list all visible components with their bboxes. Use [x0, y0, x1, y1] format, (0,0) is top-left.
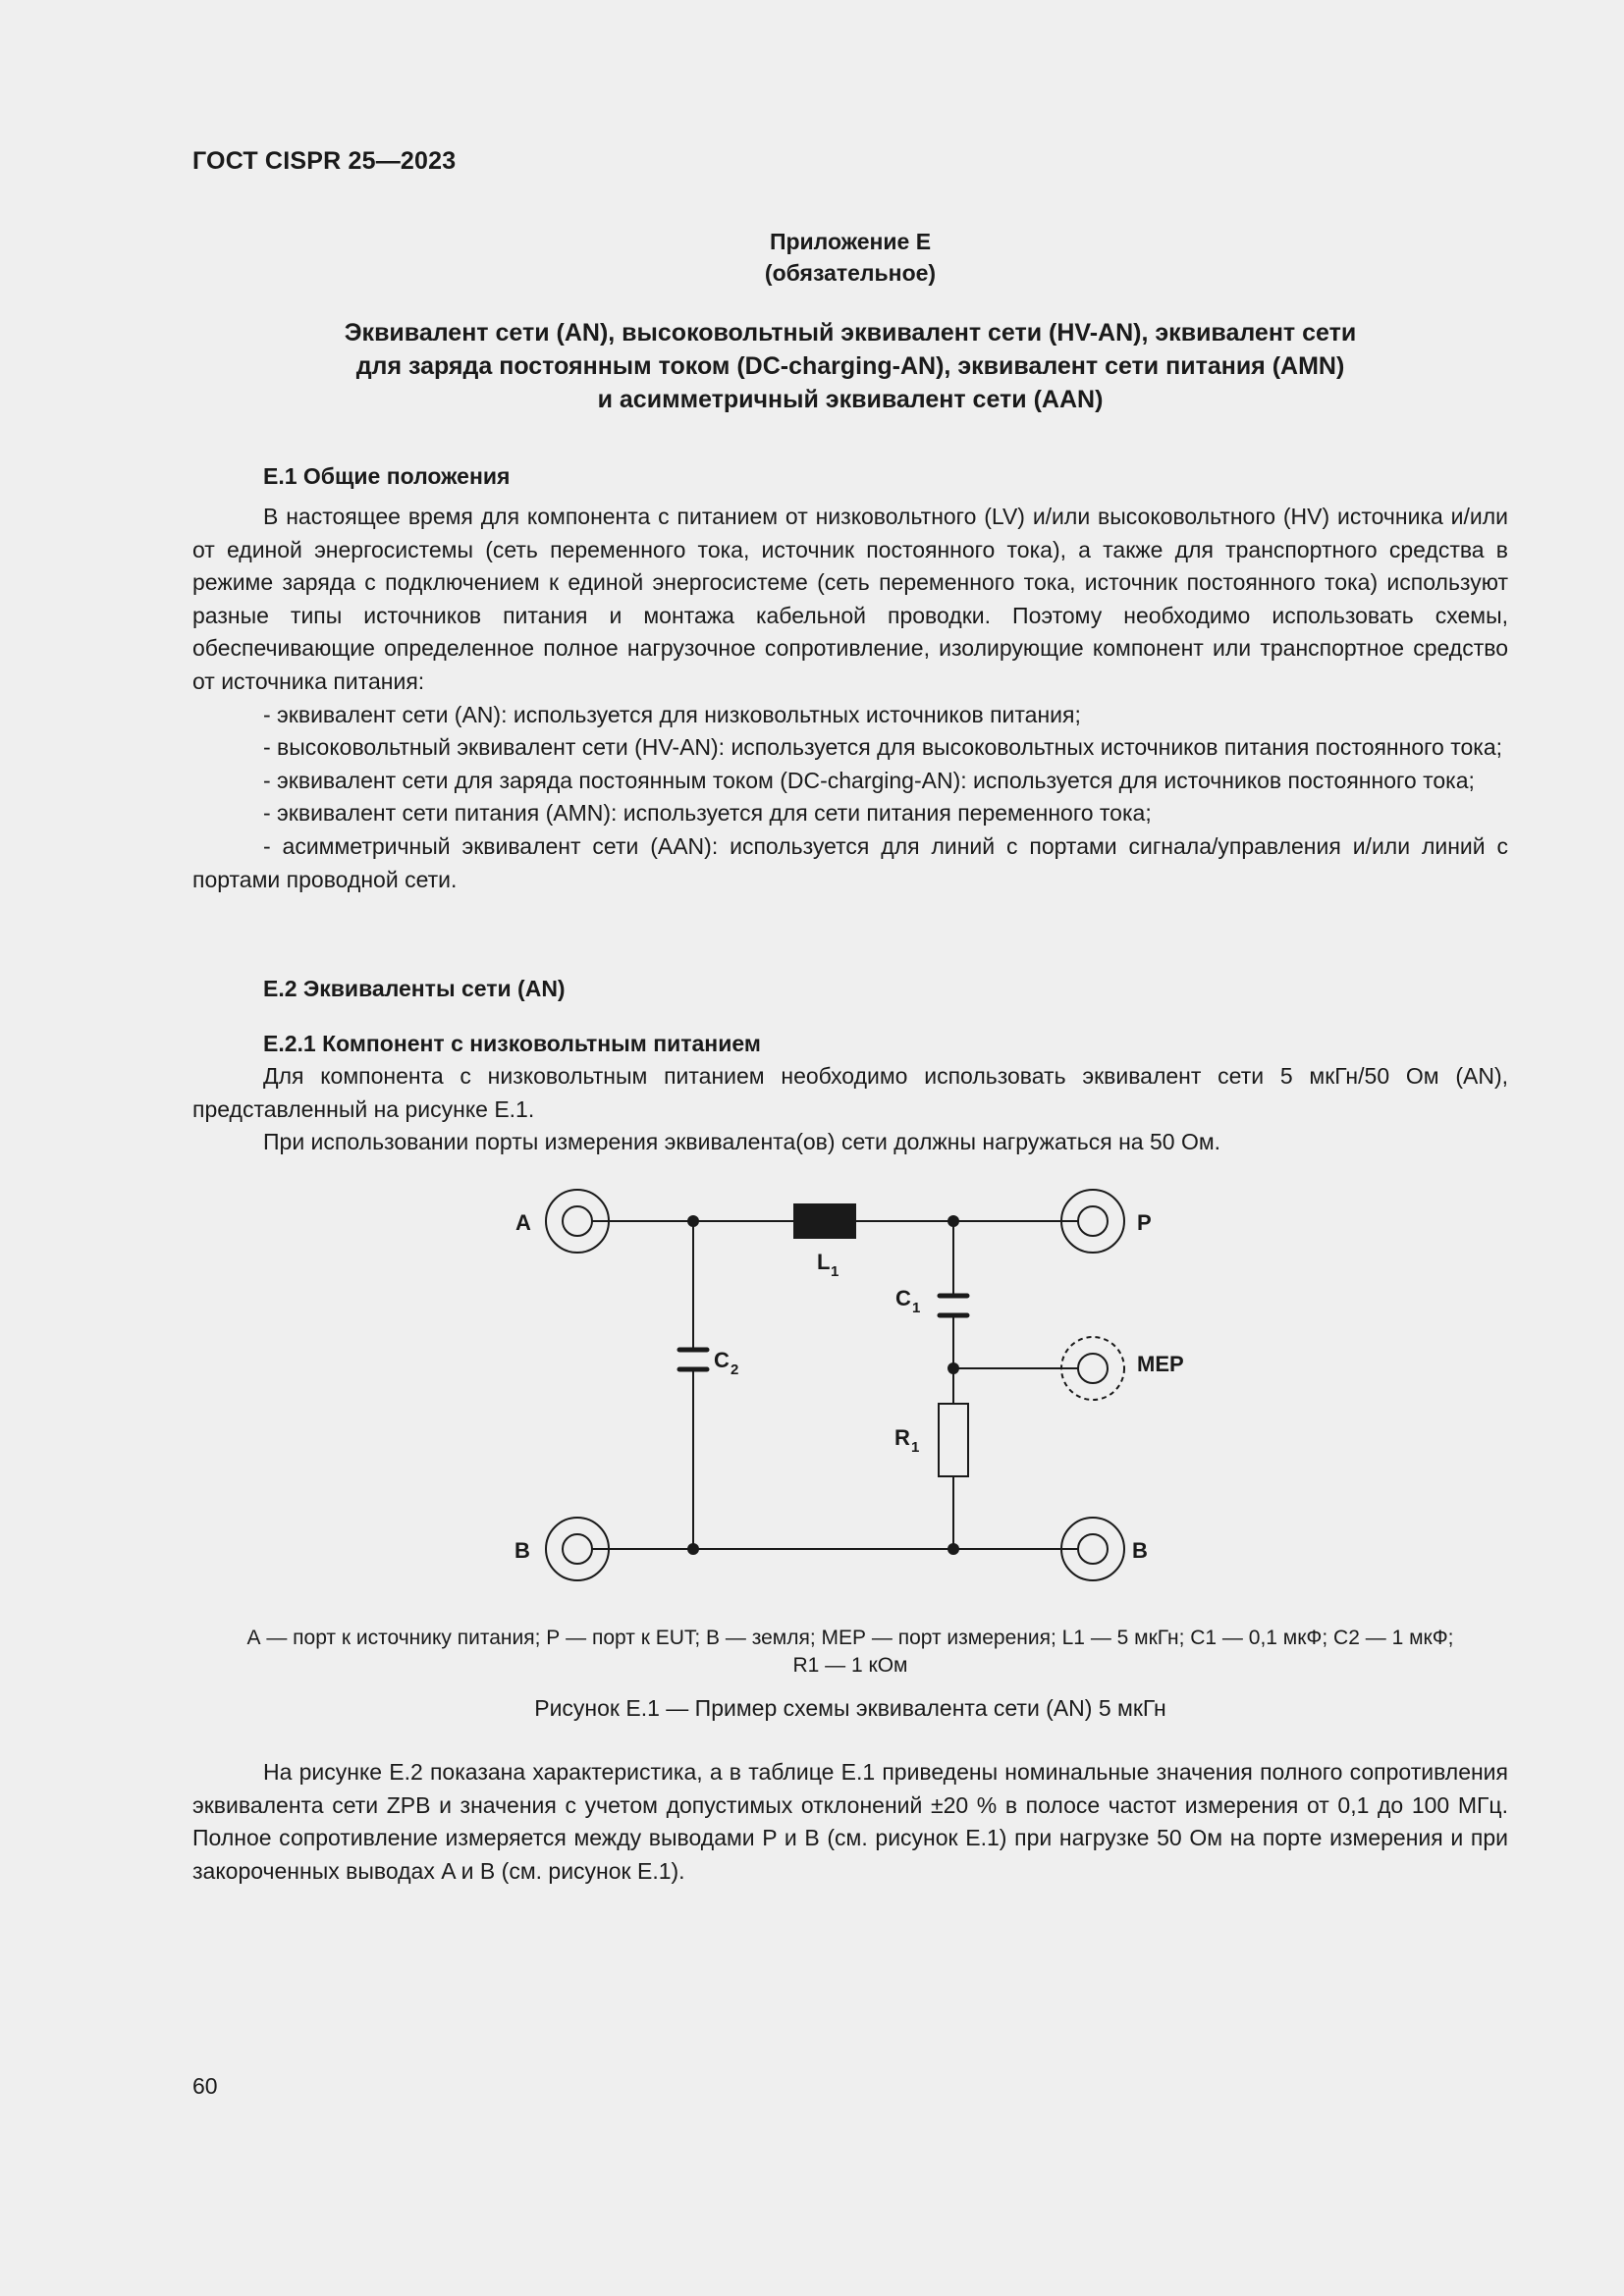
section-e1-intro: В настоящее время для компонента с питанием от низковольтного (LV) и/или высоковольтного (HV) источника и/или от единой энергосистемы (сеть переменного тока, источник постоянного тока), а также для транспортного средства в режиме заряда с подключением к единой энергосистеме (сеть переменного тока, источник постоянного тока) используют разные типы источников питания и монтажа кабельной проводки. Поэтому необходимо использовать схемы, обеспечивающие определенное полное нагрузочное сопротивление, изолирующие компонент или транспортное средство от источника питания:: [192, 504, 1508, 694]
figure-legend-line2: R1 — 1 кОм: [792, 1654, 908, 1677]
section-e21-p2: При использовании порты измерения эквивалента(ов) сети должны нагружаться на 50 Ом.: [263, 1129, 1221, 1155]
label-r1: R: [894, 1425, 910, 1450]
label-b-left: B: [514, 1538, 530, 1563]
list-item: - высоковольтный эквивалент сети (HV-AN): используется для высоковольтных источников питания постоянного тока;: [263, 734, 1503, 761]
connector-a-inner: [563, 1206, 592, 1236]
list-item: - асимметричный эквивалент сети (AAN): используется для линий с портами сигнала/управления и/или линий с портами проводной сети.: [192, 832, 1508, 892]
section-e1-heading: Е.1 Общие положения: [263, 463, 511, 489]
section-e21-heading: Е.2.1 Компонент с низковольтным питанием: [263, 1031, 761, 1056]
figure-legend-line1: А — порт к источнику питания; Р — порт к EUT; В — земля; МЕР — порт измерения; L1 — 5 мкГн; C1 — 0,1 мкФ; C2 — 1 мкФ;: [246, 1627, 1454, 1649]
after-figure-paragraph: На рисунке Е.2 показана характеристика, а в таблице Е.1 приведены номинальные значения полного сопротивления эквивалента сети ZPB и значения с учетом допустимых отклонений ±20 % в полосе частот измерения от 0,1 до 100 МГц. Полное сопротивление измеряется между выводами P и B (см. рисунок Е.1) при нагрузке 50 Ом на порте измерения и при закороченных выводах A и B (см. рисунок Е.1).: [192, 1759, 1508, 1884]
junction-dot: [687, 1543, 699, 1555]
list-item: - эквивалент сети для заряда постоянным током (DC-charging-AN): используется для источников постоянного тока;: [263, 767, 1475, 793]
connector-b-left-inner: [563, 1534, 592, 1564]
junction-dot: [947, 1543, 959, 1555]
label-p: P: [1137, 1210, 1152, 1235]
after-figure-body: [192, 1756, 1508, 1888]
junction-dot: [947, 1215, 959, 1227]
section-e21-p1: Для компонента с низковольтным питанием необходимо использовать эквивалент сети 5 мкГн/50 Ом (AN), представленный на рисунке Е.1.: [192, 1063, 1508, 1122]
document-id: ГОСТ CISPR 25—2023: [192, 147, 457, 175]
label-c2-sub: 2: [731, 1362, 739, 1378]
label-mep: MEP: [1137, 1352, 1184, 1376]
figure-legend: [192, 1625, 1508, 1680]
annex-title-line2: для заряда постоянным током (DC-charging-AN), эквивалент сети питания (AMN): [355, 352, 1345, 380]
section-e2-heading: Е.2 Эквиваленты сети (AN): [263, 976, 566, 1001]
list-item: - эквивалент сети питания (AMN): используется для сети питания переменного тока;: [263, 800, 1152, 827]
junction-dot: [947, 1362, 959, 1374]
label-c2: C: [714, 1348, 730, 1372]
junction-dot: [687, 1215, 699, 1227]
list-item: - эквивалент сети (AN): используется для низковольтных источников питания;: [263, 701, 1081, 727]
label-c1-sub: 1: [912, 1300, 921, 1316]
label-c1: C: [895, 1286, 911, 1310]
annex-status: (обязательное): [764, 260, 937, 286]
connector-p-inner: [1078, 1206, 1108, 1236]
label-l1-sub: 1: [831, 1263, 839, 1280]
label-b-right: B: [1132, 1538, 1148, 1563]
annex-title-line3: и асимметричный эквивалент сети (AAN): [597, 386, 1104, 413]
inductor-l1: [793, 1203, 856, 1239]
connector-mep-inner: [1078, 1354, 1108, 1383]
annex-title-line1: Эквивалент сети (AN), высоковольтный эквивалент сети (HV-AN), эквивалент сети: [344, 319, 1357, 347]
label-l1: L: [817, 1250, 831, 1274]
label-r1-sub: 1: [911, 1439, 920, 1456]
resistor-r1: [939, 1404, 968, 1476]
figure-caption: Рисунок Е.1 — Пример схемы эквивалента сети (AN) 5 мкГн: [534, 1695, 1166, 1721]
annex-name: Приложение Е: [769, 229, 932, 254]
page-number: 60: [192, 2073, 218, 2099]
connector-b-right-inner: [1078, 1534, 1108, 1564]
label-a: A: [515, 1210, 531, 1235]
